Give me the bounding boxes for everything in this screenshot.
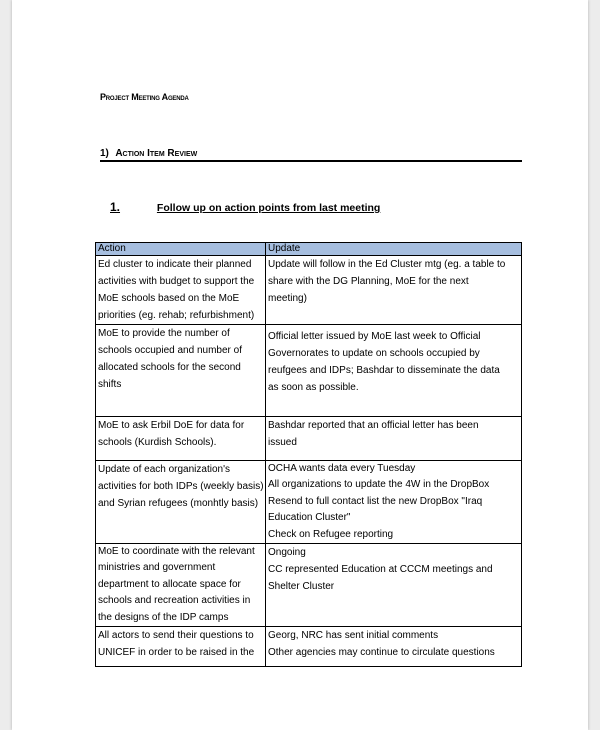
table-header-row — [96, 243, 522, 256]
action-cell — [96, 256, 266, 325]
table-row — [96, 461, 522, 544]
table-row — [96, 417, 522, 461]
update-cell — [266, 256, 522, 325]
action-cell — [96, 544, 266, 627]
cell-line: MoE to coordinate with the relevant — [98, 546, 255, 558]
cell-line: and Syrian refugees (monhtly basis) — [98, 498, 259, 509]
cell-line: All organizations to update the 4W in the DropBox — [268, 479, 490, 491]
cell-line: MoE schools based on the MoE — [98, 293, 240, 304]
action-items-table — [95, 242, 522, 667]
section-title: Action Item Review — [115, 148, 198, 159]
cell-line: Update will follow in the Ed Cluster mtg (eg. a table to — [268, 259, 506, 270]
document-title: Project Meeting Agenda — [100, 92, 189, 102]
cell-line: schools and recreation activities in — [98, 595, 251, 607]
table-row — [96, 627, 522, 667]
cell-line: share with the DG Planning, MoE for the next — [268, 276, 469, 287]
cell-line: Ongoing — [268, 547, 306, 559]
update-cell — [266, 627, 522, 667]
table-row — [96, 544, 522, 627]
update-cell — [266, 417, 522, 461]
cell-line: schools (Kurdish Schools). — [98, 437, 217, 448]
cell-line: MoE to provide the number of — [98, 328, 230, 339]
subsection-title: Follow up on action points from last meeting — [156, 202, 381, 214]
cell-line: activities with budget to support the — [98, 276, 255, 287]
action-cell — [96, 461, 266, 544]
update-cell — [266, 325, 522, 417]
action-cell — [96, 417, 266, 461]
section-number: 1) — [100, 148, 109, 159]
cell-line: Education Cluster" — [268, 512, 351, 524]
cell-line: priorities (eg. rehab; refurbishment) — [98, 310, 255, 321]
cell-line: Update of each organization's — [98, 464, 230, 475]
cell-line: Georg, NRC has sent initial comments — [268, 630, 439, 642]
cell-line: ministries and government — [98, 562, 216, 574]
column-header-action: Action — [96, 243, 266, 256]
cell-line: meeting) — [268, 293, 307, 304]
cell-line: schools occupied and number of — [98, 345, 242, 356]
column-header-update: Update — [266, 243, 522, 256]
cell-line: Ed cluster to indicate their planned — [98, 259, 252, 270]
cell-line: Official letter issued by MoE last week to Official — [268, 331, 481, 342]
cell-line: Other agencies may continue to circulate questions — [268, 647, 495, 659]
cell-line: issued — [268, 437, 297, 448]
cell-line: department to allocate space for — [98, 578, 241, 590]
document-page — [12, 0, 588, 730]
cell-line: activities for both IDPs (weekly basis) — [98, 481, 264, 492]
cell-line: Resend to full contact list the new DropBox "Iraq — [268, 495, 483, 507]
cell-line: All actors to send their questions to — [98, 630, 254, 642]
section-heading — [100, 148, 522, 162]
cell-line: OCHA wants data every Tuesday — [268, 463, 416, 474]
cell-line: Shelter Cluster — [268, 581, 335, 593]
cell-line: UNICEF in order to be raised in the — [98, 647, 255, 659]
table-row — [96, 325, 522, 417]
cell-line: as soon as possible. — [268, 382, 359, 393]
cell-line: Governorates to update on schools occupied by — [268, 348, 480, 359]
cell-line: MoE to ask Erbil DoE for data for — [98, 420, 245, 431]
cell-line: Bashdar reported that an official letter has been — [268, 420, 479, 431]
cell-line: reufgees and IDPs; Bashdar to disseminate the data — [268, 365, 500, 376]
table-row — [96, 256, 522, 325]
cell-line: shifts — [98, 379, 122, 390]
update-cell — [266, 461, 522, 544]
cell-line: CC represented Education at CCCM meetings and — [268, 564, 493, 576]
cell-line: Check on Refugee reporting — [268, 528, 394, 540]
action-cell — [96, 627, 266, 667]
action-cell — [96, 325, 266, 417]
subsection-number: 1. — [110, 200, 121, 214]
cell-line: the designs of the IDP camps — [98, 611, 229, 623]
update-cell — [266, 544, 522, 627]
cell-line: allocated schools for the second — [98, 362, 241, 373]
subsection-heading — [110, 200, 380, 214]
